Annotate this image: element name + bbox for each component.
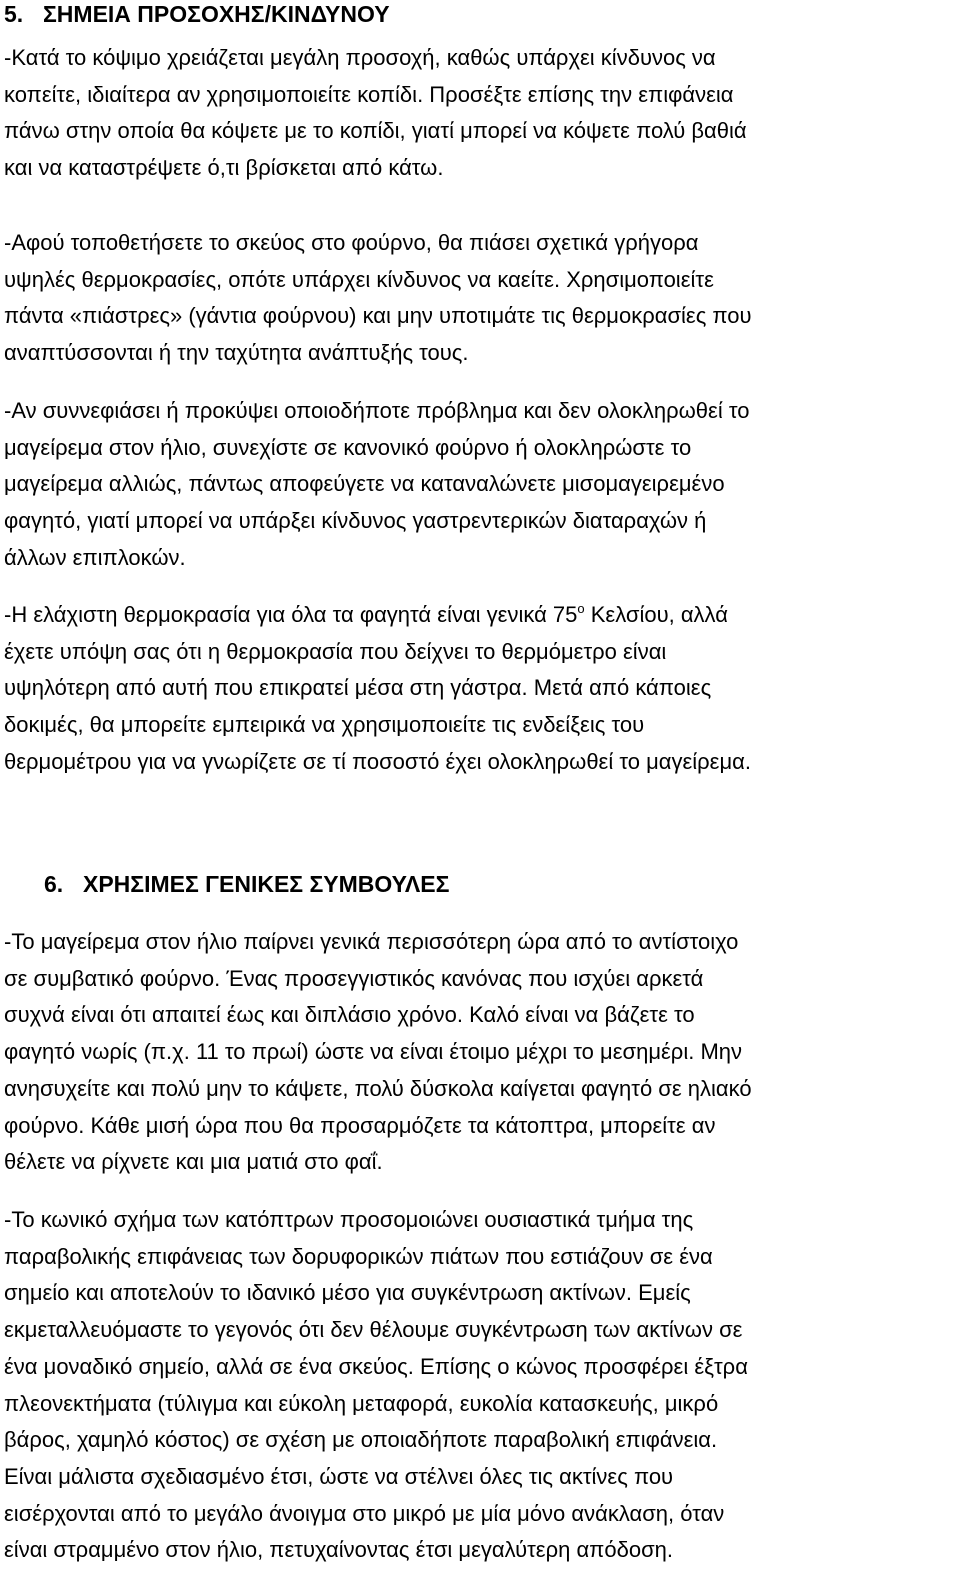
- minimum-temperature-paragraph: [4, 597, 956, 781]
- text-line: φαγητό, γιατί μπορεί να υπάρξει κίνδυνος γαστρεντερικών διαταραχών ή: [4, 508, 707, 534]
- text-line: θερμομέτρου για να γνωρίζετε σε τί ποσοστό έχει ολοκληρωθεί το μαγείρεμα.: [4, 748, 752, 774]
- text-line: -Το κωνικό σχήμα των κατόπτρων προσομοιώνει ουσιαστικά τμήμα της: [4, 1207, 694, 1232]
- text-line: -Αν συννεφιάσει ή προκύψει οποιοδήποτε πρόβλημα και δεν ολοκληρωθεί το: [4, 398, 750, 423]
- conical-mirrors-paragraph: [4, 1202, 956, 1569]
- text-line: -Κατά το κόψιμο χρειάζεται μεγάλη προσοχή, καθώς υπάρχει κίνδυνος να: [4, 45, 716, 70]
- text-line: δοκιμές, θα μπορείτε εμπειρικά να χρησιμοποιείτε τις ενδείξεις του: [4, 712, 645, 738]
- oven-heat-caution-paragraph: [4, 225, 956, 372]
- text-line: φαγητό νωρίς (π.χ. 11 το πρωί) ώστε να είναι έτοιμο μέχρι το μεσημέρι. Μην: [4, 1039, 742, 1065]
- text-line: βάρος, χαμηλό κόστος) σε σχέση με οποιαδήποτε παραβολική επιφάνεια.: [4, 1427, 718, 1453]
- text-line: σημείο και αποτελούν το ιδανικό μέσο για συγκέντρωση ακτίνων. Εμείς: [4, 1280, 691, 1306]
- text-line: πάντα «πιάστρες» (γάντια φούρνου) και μην υποτιμάτε τις θερμοκρασίες που: [4, 303, 752, 329]
- section-5-heading: [4, 0, 390, 28]
- text-line: αναπτύσσονται ή την ταχύτητα ανάπτυξής τους.: [4, 340, 469, 366]
- text-line: και να καταστρέψετε ό,τι βρίσκεται από κάτω.: [4, 155, 444, 181]
- text-line: -Το μαγείρεμα στον ήλιο παίρνει γενικά περισσότερη ώρα από το αντίστοιχο: [4, 929, 739, 954]
- text-line: συχνά είναι ότι απαιτεί έως και διπλάσιο χρόνο. Καλό είναι να βάζετε το: [4, 1002, 695, 1028]
- text-line: εισέρχονται από το μεγάλο άνοιγμα στο μικρό με μία μόνο ανάκλαση, όταν: [4, 1500, 725, 1526]
- text-line: παραβολικής επιφάνειας των δορυφορικών πιάτων που εστιάζουν σε ένα: [4, 1243, 713, 1269]
- text-line: Είναι μάλιστα σχεδιασμένο έτσι, ώστε να στέλνει όλες τις ακτίνες που: [4, 1463, 674, 1489]
- section-5-title: ΣΗΜΕΙΑ ΠΡΟΣΟΧΗΣ/ΚΙΝΔΥΝΟΥ: [43, 1, 390, 27]
- text-line: ανησυχείτε και πολύ μην το κάψετε, πολύ δύσκολα καίγεται φαγητό σε ηλιακό: [4, 1075, 752, 1101]
- section-6-heading: [44, 870, 449, 898]
- text-line: κοπείτε, ιδιαίτερα αν χρησιμοποιείτε κοπίδι. Προσέξτε επίσης την επιφάνεια: [4, 81, 734, 107]
- text-fragment: Κελσίου, αλλά: [584, 602, 728, 627]
- text-line: θέλετε να ρίχνετε και μια ματιά στο φαΐ.: [4, 1149, 383, 1175]
- text-line: σε συμβατικό φούρνο. Ένας προσεγγιστικός κανόνας που ισχύει αρκετά: [4, 965, 704, 991]
- text-line: άλλων επιπλοκών.: [4, 544, 186, 570]
- text-line: [4, 597, 956, 634]
- text-fragment: -Η ελάχιστη θερμοκρασία για όλα τα φαγητά είναι γενικά 75: [4, 602, 578, 627]
- cutting-caution-paragraph: [4, 40, 956, 187]
- cloudy-weather-caution-paragraph: [4, 393, 956, 577]
- degree-superscript: ο: [577, 601, 585, 616]
- section-6-title: ΧΡΗΣΙΜΕΣ ΓΕΝΙΚΕΣ ΣΥΜΒΟΥΛΕΣ: [83, 871, 450, 897]
- text-line: είναι στραμμένο στον ήλιο, πετυχαίνοντας έτσι μεγαλύτερη απόδοση.: [4, 1537, 674, 1563]
- text-line: υψηλές θερμοκρασίες, οπότε υπάρχει κίνδυνος να καείτε. Χρησιμοποιείτε: [4, 266, 714, 292]
- section-6-number: 6.: [44, 871, 64, 897]
- text-line: ένα μοναδικό σημείο, αλλά σε ένα σκεύος. Επίσης ο κώνος προσφέρει έξτρα: [4, 1353, 748, 1379]
- text-line: -Αφού τοποθετήσετε το σκεύος στο φούρνο, θα πιάσει σχετικά γρήγορα: [4, 230, 699, 255]
- cooking-time-paragraph: [4, 924, 956, 1181]
- text-line: εκμεταλλευόμαστε το γεγονός ότι δεν θέλουμε συγκέντρωση των ακτίνων σε: [4, 1317, 743, 1343]
- text-line: μαγείρεμα στον ήλιο, συνεχίστε σε κανονικό φούρνο ή ολοκληρώστε το: [4, 434, 692, 460]
- text-line: υψηλότερη από αυτή που επικρατεί μέσα στη γάστρα. Μετά από κάποιες: [4, 675, 712, 701]
- text-line: πλεονεκτήματα (τύλιγμα και εύκολη μεταφορά, ευκολία κατασκευής, μικρό: [4, 1390, 719, 1416]
- text-line: φούρνο. Κάθε μισή ώρα που θα προσαρμόζετε τα κάτοπτρα, μπορείτε αν: [4, 1112, 716, 1138]
- text-line: μαγείρεμα αλλιώς, πάντως αποφεύγετε να καταναλώνετε μισομαγειρεμένο: [4, 471, 725, 497]
- text-line: έχετε υπόψη σας ότι η θερμοκρασία που δείχνει το θερμόμετρο είναι: [4, 638, 667, 664]
- section-5-number: 5.: [4, 1, 24, 27]
- text-line: πάνω στην οποία θα κόψετε με το κοπίδι, γιατί μπορεί να κόψετε πολύ βαθιά: [4, 118, 747, 144]
